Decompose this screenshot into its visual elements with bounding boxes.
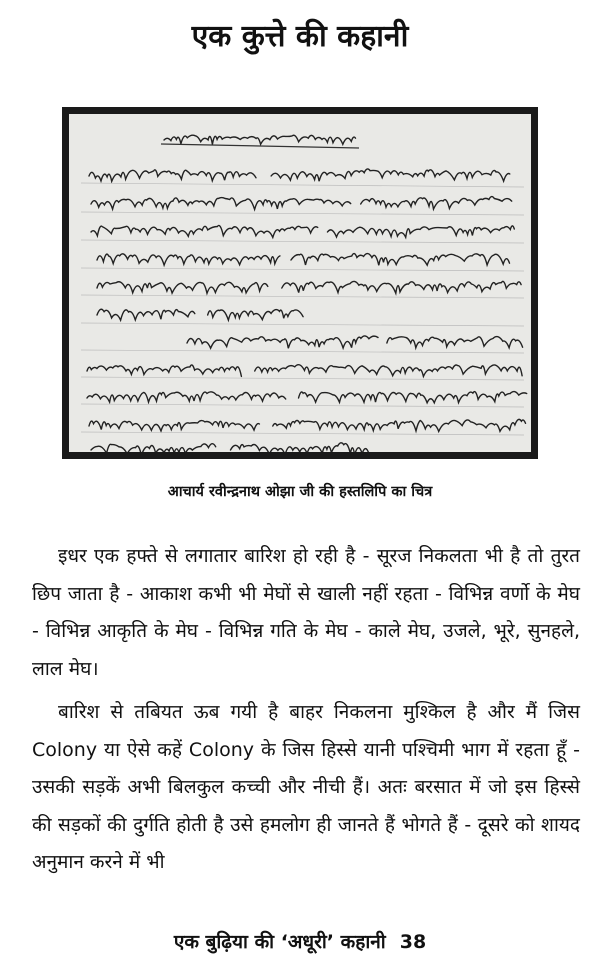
handwriting-stroke xyxy=(208,310,303,320)
handwriting-stroke xyxy=(87,392,286,402)
handwriting-stroke xyxy=(255,365,522,377)
footer-book-title: एक बुढ़िया की ‘अधूरी’ कहानी xyxy=(173,931,386,953)
handwriting-stroke xyxy=(299,392,527,403)
handwriting-stroke xyxy=(97,254,280,265)
handwriting-stroke xyxy=(91,198,351,210)
handwriting-stroke xyxy=(89,421,259,431)
handwriting-stroke xyxy=(291,254,510,266)
handwriting-stroke xyxy=(282,281,521,293)
handwriting-stroke xyxy=(164,135,356,144)
page-footer xyxy=(0,928,600,954)
handwriting-stroke xyxy=(271,169,510,181)
handwriting-stroke xyxy=(91,225,318,237)
paragraph-1: इधर एक हफ्ते से लगातार बारिश हो रही है - सूरज निकलता भी है तो तुरत छिप जाता है - आकाश कभी भी मेघों से खाली नहीं रहता - विभिन्न वर्णो के मेघ - विभिन्न आकृति के मेघ - विभिन्न गति के मेघ - काले मेघ, उजले, भूरे, सुनहले, लाल मेघ। xyxy=(32,545,580,680)
handwriting-stroke xyxy=(87,365,241,376)
handwriting-stroke xyxy=(387,337,523,348)
handwriting-stroke xyxy=(89,170,256,182)
handwriting-stroke xyxy=(273,419,526,431)
page-title: एक कुत्ते की कहानी xyxy=(191,19,409,54)
manuscript-photo xyxy=(62,107,538,459)
handwriting-stroke xyxy=(97,282,268,294)
handwriting-stroke xyxy=(187,336,378,348)
handwriting-image xyxy=(69,114,531,452)
page-number: 38 xyxy=(399,931,427,953)
handwriting-stroke xyxy=(361,197,512,210)
paragraph-2: बारिश से तबियत ऊब गयी है बाहर निकलना मुश्किल है और मैं जिस Colony या ऐसे कहें Colony के जिस हिस्से यानी पश्चिमी भाग में रहता हूँ - उसकी सड़कें अभी बिलकुल कच्ची और नीची हैं। अतः बरसात में जो इस हिस्से की सड़कों की दुर्गति होती है उसे हमलोग ही जानते हैं भोगते हैं - दूसरे को शायद अनुमान करने में भी xyxy=(32,701,580,873)
handwriting-stroke xyxy=(91,444,216,452)
handwritten-page xyxy=(69,114,531,452)
handwriting-stroke xyxy=(231,443,370,452)
handwriting-stroke xyxy=(327,226,514,237)
image-caption: आचार्य रवीन्द्रनाथ ओझा जी की हस्तलिपि का चित्र xyxy=(167,484,433,500)
handwriting-stroke xyxy=(97,309,195,320)
body-text xyxy=(32,538,580,888)
